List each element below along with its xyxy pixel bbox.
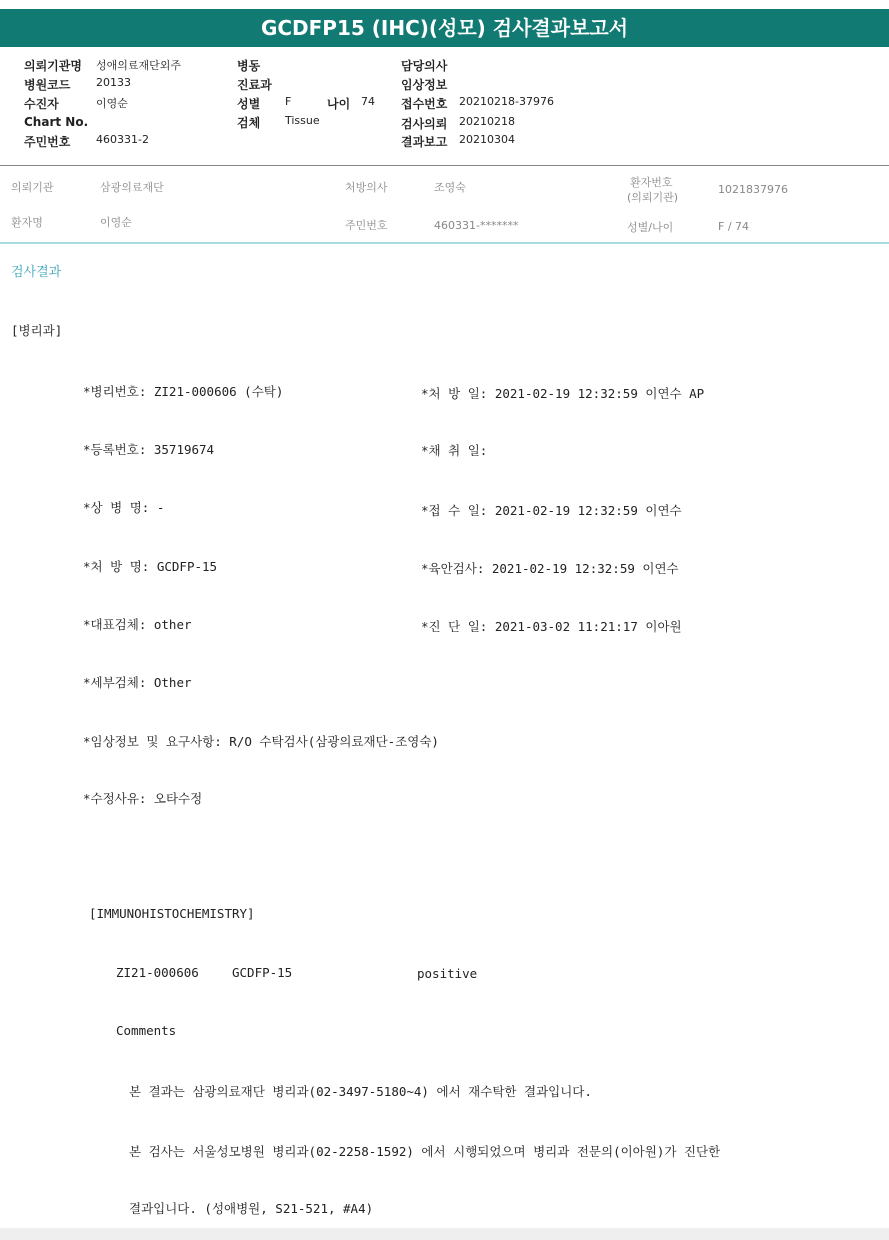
info-label-prescriber: 처방의사: [345, 181, 388, 194]
ihc-marker: GCDFP-15: [232, 965, 293, 980]
info-value-prescriber: 조영숙: [434, 181, 466, 194]
comment-line-3: 결과입니다. (성애병원, S21-521, #A4): [129, 1201, 374, 1216]
ihc-pathology-no: ZI21-000606: [116, 965, 199, 980]
header-label-clinical-info: 임상정보: [401, 78, 448, 92]
report-department: [병리과]: [11, 323, 63, 338]
header-label-accession-no: 접수번호: [401, 97, 448, 111]
header-value-patient: 이영순: [96, 97, 128, 110]
report-detail-specimen: *세부검체: Other: [83, 675, 192, 690]
header-value-request-date: 20210218: [459, 115, 515, 128]
header-value-specimen: Tissue: [285, 114, 320, 127]
info-value-patient-no: 1021837976: [718, 183, 788, 196]
header-value-resident-no: 460331-2: [96, 133, 149, 146]
report-main-specimen: *대표검체: other: [83, 617, 192, 632]
comment-line-2: 본 검사는 서울성모병원 병리과(02-2258-1592) 에서 시행되었으며 병리과 전문의(이아원)가 진단한: [129, 1144, 721, 1159]
header-label-ward: 병동: [237, 59, 261, 73]
report-clinical-info: *임상정보 및 요구사항: R/O 수탁검사(삼광의료재단-조영숙): [83, 734, 439, 749]
report-order-name: *처 방 명: GCDFP-15: [83, 559, 218, 574]
comment-line-1: 본 결과는 삼광의료재단 병리과(02-3497-5180~4) 에서 재수탁한 결과입니다.: [129, 1084, 592, 1099]
header-value-accession-no: 20210218-37976: [459, 95, 554, 108]
header-value-report-date: 20210304: [459, 133, 515, 146]
report-collection-date: *채 취 일:: [421, 443, 488, 458]
header-label-doctor: 담당의사: [401, 59, 448, 73]
footer-bar: [0, 1228, 889, 1240]
header-label-age: 나이: [327, 97, 351, 111]
header-value-hospital-code: 20133: [96, 76, 131, 89]
info-label-patient-no-sub: (의뢰기관): [627, 191, 679, 204]
info-label-patient-no: 환자번호: [630, 176, 673, 189]
header-label-hospital-code: 병원코드: [24, 78, 71, 92]
info-value-patient-name: 이영순: [100, 216, 132, 229]
info-value-sex-age: F / 74: [718, 220, 750, 233]
info-label-sex-age: 성별/나이: [627, 221, 674, 234]
info-label-patient-name: 환자명: [11, 216, 43, 229]
report-diagnosis-name: *상 병 명: -: [83, 500, 165, 515]
header-divider: [0, 165, 889, 166]
info-value-institution: 삼광의료재단: [100, 181, 164, 194]
ihc-header: [IMMUNOHISTOCHEMISTRY]: [89, 906, 255, 921]
header-label-report-date: 결과보고: [401, 135, 448, 149]
ihc-result: positive: [417, 966, 478, 981]
info-label-institution: 의뢰기관: [11, 181, 54, 194]
header-label-department: 진료과: [237, 78, 272, 92]
report-registration-no: *등록번호: 35719674: [83, 442, 215, 457]
header-label-resident-no: 주민번호: [24, 135, 71, 149]
info-value-resident-no: 460331-*******: [434, 219, 519, 232]
info-divider: [0, 242, 889, 244]
report-order-date: *처 방 일: 2021-02-19 12:32:59 이연수 AP: [421, 386, 705, 401]
report-gross-exam: *육안검사: 2021-02-19 12:32:59 이연수: [421, 561, 679, 576]
report-title: GCDFP15 (IHC)(성모) 검사결과보고서: [260, 16, 629, 40]
report-revision-reason: *수정사유: 오타수정: [83, 791, 203, 806]
header-label-institution: 의뢰기관명: [24, 59, 82, 73]
info-label-resident-no: 주민번호: [345, 219, 388, 232]
section-title-results: 검사결과: [11, 265, 62, 280]
header-label-specimen: 검체: [237, 116, 261, 130]
header-label-patient: 수진자: [24, 97, 59, 111]
report-diagnosis-date: *진 단 일: 2021-03-02 11:21:17 이아원: [421, 619, 682, 634]
comments-label: Comments: [116, 1023, 177, 1038]
header-label-chart-no: Chart No.: [24, 115, 89, 129]
header-value-institution: 성애의료재단외주: [96, 59, 182, 72]
header-label-request-date: 검사의뢰: [401, 117, 448, 131]
header-label-sex: 성별: [237, 97, 261, 111]
report-receipt-date: *접 수 일: 2021-02-19 12:32:59 이연수: [421, 503, 682, 518]
header-value-age: 74: [361, 95, 375, 108]
report-pathology-no: *병리번호: ZI21-000606 (수탁): [83, 384, 284, 399]
header-value-sex: F: [285, 95, 292, 108]
